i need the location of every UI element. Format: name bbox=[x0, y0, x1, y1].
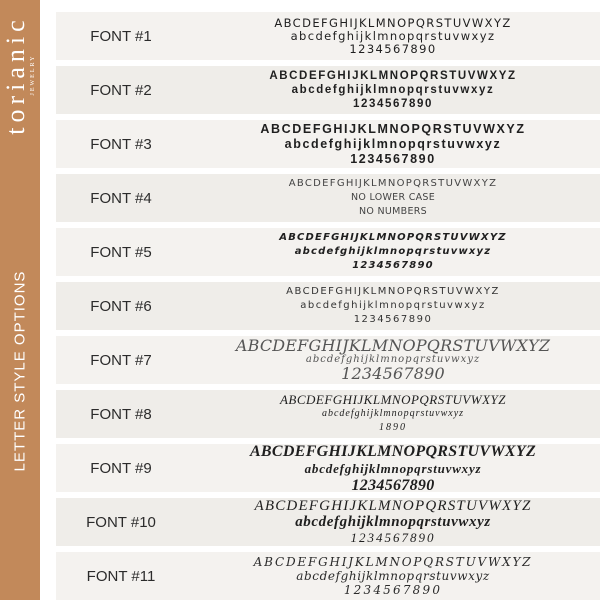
font-row bbox=[56, 120, 600, 168]
font-row bbox=[56, 552, 600, 600]
sample-uppercase: ABCDEFGHIJKLMNOPQRSTUVWXYZ bbox=[253, 555, 533, 569]
sample-note: NO LOWER CASE bbox=[350, 192, 436, 203]
sample-uppercase: ABCDEFGHIJKLMNOPQRSTUVWXYZ bbox=[279, 393, 507, 407]
sample-lowercase: abcdefghijklmnopqrstuvwxyz bbox=[291, 84, 495, 96]
font-row bbox=[56, 282, 600, 330]
sample-uppercase: ABCDEFGHIJKLMNOPQRSTUVWXYZ bbox=[249, 442, 537, 460]
font-row bbox=[56, 174, 600, 222]
font-row bbox=[56, 390, 600, 438]
sample-uppercase: ABCDEFGHIJKLMNOPQRSTUVWXYZ bbox=[288, 178, 498, 189]
sample-note: NO NUMBERS bbox=[358, 206, 427, 217]
sample-numbers: 1234567890 bbox=[341, 364, 445, 382]
font-name: FONT #9 bbox=[90, 459, 152, 477]
sample-uppercase: ABCDEFGHIJKLMNOPQRSTUVWXYZ bbox=[260, 121, 526, 136]
font-name: FONT #4 bbox=[90, 189, 152, 207]
font-sample bbox=[186, 69, 600, 111]
sample-uppercase: ABCDEFGHIJKLMNOPQRSTUVWXYZ bbox=[286, 286, 500, 297]
sample-numbers: 1234567890 bbox=[349, 41, 437, 56]
sample-lowercase: abcdefghijklmnopqrstuvwxyz bbox=[296, 569, 490, 583]
sample-lowercase: abcdefghijklmnopqrstuvwxyz bbox=[300, 300, 486, 311]
sample-lowercase: abcdefghijklmnopqrstuvwxyz bbox=[295, 514, 491, 530]
font-row bbox=[56, 228, 600, 276]
font-row bbox=[56, 12, 600, 60]
sample-numbers: 1234567890 bbox=[353, 98, 433, 110]
font-sample bbox=[186, 555, 600, 597]
sample-lowercase: abcdefghijklmnopqrstuvwxyz bbox=[290, 28, 496, 43]
sample-lowercase: abcdefghijklmnopqrstuvwxyz bbox=[284, 136, 502, 151]
font-row bbox=[56, 444, 600, 492]
font-name: FONT #3 bbox=[90, 135, 152, 153]
font-row bbox=[56, 498, 600, 546]
sample-lowercase: abcdefghijklmnopqrstuvwxyz bbox=[321, 408, 465, 419]
font-sample bbox=[186, 122, 600, 167]
font-sample bbox=[186, 231, 600, 273]
font-name: FONT #10 bbox=[86, 513, 156, 531]
sample-uppercase: ABCDEFGHIJKLMNOPQRSTUVWXYZ bbox=[274, 16, 512, 30]
sample-uppercase: ABCDEFGHIJKLMNOPQRSTUVWXYZ bbox=[235, 338, 551, 355]
sample-numbers: 1234567890 bbox=[353, 314, 433, 325]
sample-lowercase: abcdefghijklmnopqrstuvwxyz bbox=[304, 460, 482, 476]
sample-numbers: 1234567890 bbox=[350, 530, 436, 545]
font-sample bbox=[186, 393, 600, 435]
font-sample bbox=[186, 17, 600, 56]
brand-logo bbox=[3, 15, 37, 134]
sample-numbers: 1890 bbox=[379, 422, 407, 433]
sample-numbers: 1234567890 bbox=[352, 260, 434, 271]
font-sample bbox=[186, 443, 600, 494]
font-options-list bbox=[56, 12, 600, 606]
font-name: FONT #1 bbox=[90, 27, 152, 45]
font-sample bbox=[186, 498, 600, 546]
font-row bbox=[56, 336, 600, 384]
brand-subtitle: JEWELRY bbox=[30, 54, 36, 96]
sample-uppercase: ABCDEFGHIJKLMNOPQRSTUVWXYZ bbox=[269, 70, 517, 82]
sample-lowercase: abcdefghijklmnopqrstuvwxyz bbox=[305, 354, 481, 365]
sidebar-title: LETTER STYLE OPTIONS bbox=[11, 270, 29, 472]
font-name: FONT #8 bbox=[90, 405, 152, 423]
sample-numbers: 1234567890 bbox=[343, 583, 443, 597]
font-row bbox=[56, 66, 600, 114]
font-name: FONT #11 bbox=[86, 567, 156, 585]
brand-sidebar bbox=[0, 0, 40, 600]
sample-lowercase: abcdefghijklmnopqrstuvwxyz bbox=[294, 246, 492, 257]
font-name: FONT #7 bbox=[90, 351, 152, 369]
sample-uppercase: ABCDEFGHIJKLMNOPQRSTUVWXYZ bbox=[279, 232, 507, 243]
font-sample bbox=[186, 177, 600, 219]
sample-uppercase: ABCDEFGHIJKLMNOPQRSTUVWXYZ bbox=[254, 498, 532, 514]
font-name: FONT #5 bbox=[90, 243, 152, 261]
sample-numbers: 1234567890 bbox=[351, 476, 435, 494]
sample-numbers: 1234567890 bbox=[350, 151, 436, 166]
font-sample bbox=[186, 338, 600, 382]
brand-name: torianic bbox=[1, 15, 30, 135]
font-name: FONT #6 bbox=[90, 297, 152, 315]
font-sample bbox=[186, 285, 600, 327]
font-name: FONT #2 bbox=[90, 81, 152, 99]
